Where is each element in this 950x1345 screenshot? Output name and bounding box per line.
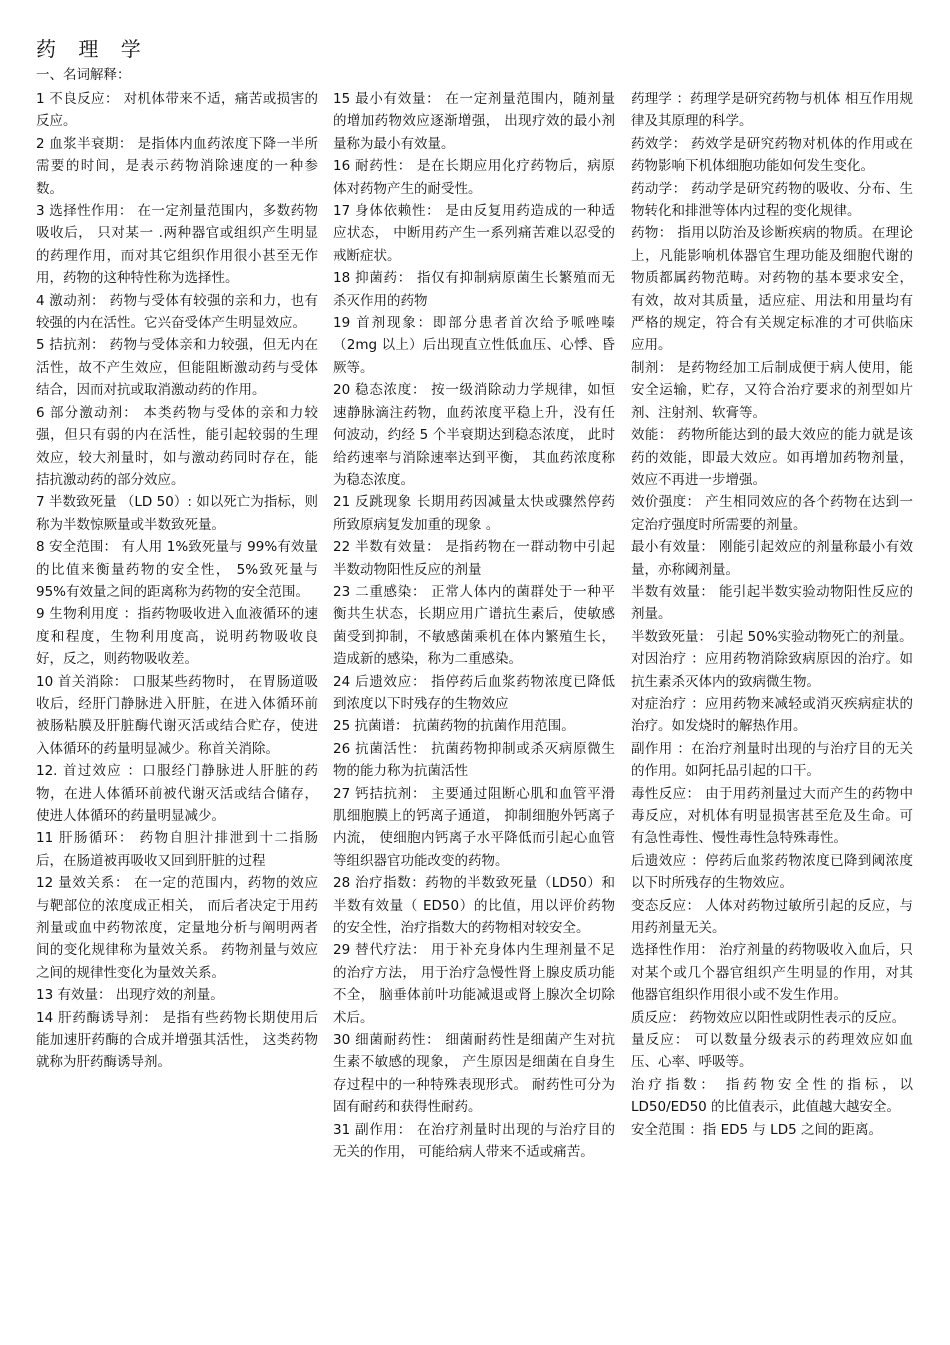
term-entry: 药理学 ：药理学是研究药物与机体 相互作用规律及其原理的科学。 [631,91,913,130]
term-entry: 对症治疗 ：应用药物来减轻或消灭疾病症状的治疗。如发烧时的解热作用。 [631,695,913,735]
term-entry: 变态反应： 人体对药物过敏所引起的反应，与用药剂量无关。 [631,897,913,937]
term-entry: 30 细菌耐药性： 细菌耐药性是细菌产生对抗生素不敏感的现象， 产生原因是细菌在自身生存过程中的一种特殊表现形式。 耐药性可分为固有耐药和获得性耐药。 [333,1032,615,1116]
term-entry: 量反应： 可以数量分级表示的药理效应如血压、心率、呼吸等。 [631,1032,913,1071]
column-right [631,88,913,1141]
term-entry: 25 抗菌谱： 抗菌药物的抗菌作用范围。 [333,718,575,735]
term-entry: 药效学： 药效学是研究药物对机体的作用或在药物影响下机体细胞功能如何发生变化。 [631,135,913,175]
term-entry: 31 副作用： 在治疗剂量时出现的与治疗目的无关的作用， 可能给病人带来不适或痛苦。 [333,1121,615,1161]
term-entry: 15 最小有效量： 在一定剂量范围内，随剂量的增加药物效应逐渐增强， 出现疗效的最小剂量称为最小有效量。 [333,91,615,152]
term-entry: 21 反跳现象 长期用药因减量太快或骤然停药所致原病复发加重的现象 。 [333,494,615,533]
term-entry: 11 肝肠循环： 药物自胆汁排泄到十二指肠后，在肠道被再吸收又回到肝脏的过程 [36,830,318,869]
term-entry: 10 首关消除： 口服某些药物时， 在胃肠道吸收后，经肝门静脉进入肝脏，在进入体循环前被肠粘膜及肝脏酶代谢灭活或结合贮存，使进入体循环的药量明显减少。称首关消除。 [36,673,318,757]
term-entry: 7 半数致死量 （LD 50）: 如以死亡为指标，则称为半数惊厥量或半数致死量。 [36,494,318,533]
term-entry: 28 治疗指数：药物的半数致死量（LD50）和半数有效量（ ED50）的比值，用以评价药物的安全性，治疗指数大的药物相对较安全。 [333,875,615,937]
term-entry: 1 不良反应： 对机体带来不适，痛苦或损害的反应。 [36,91,318,130]
term-entry: 半数致死量： 引起 50%实验动物死亡的剂量。 [631,628,913,645]
column-left [36,88,318,1074]
term-entry: 5 拮抗剂： 药物与受体亲和力较强，但无内在活性，故不产生效应，但能阻断激动药与受体结合，因而对抗或取消激动药的作用。 [36,337,318,399]
term-entry: 14 肝药酶诱导剂： 是指有些药物长期使用后能加速肝药酶的合成并增强其活性， 这类药物就称为肝药酶诱导剂。 [36,1009,318,1071]
term-entry: 副作用 ：在治疗剂量时出现的与治疗目的无关的作用。如阿托品引起的口干。 [631,740,913,780]
term-entry: 26 抗菌活性： 抗菌药物抑制或杀灭病原微生物的能力称为抗菌活性 [333,740,615,780]
term-entry: 药物： 指用以防治及诊断疾病的物质。在理论上，凡能影响机体器官生理功能及细胞代谢的物质都属药物范畴。对药物的基本要求安全， 有效，故对其质量，适应症、用法和用量均有严格的规定，符合有关规定标准的才可供临床应用。 [631,225,913,354]
section-heading: 一、名词解释： [36,67,131,83]
term-entry: 最小有效量： 刚能引起效应的剂量称最小有效量，亦称阈剂量。 [631,539,913,578]
term-entry: 制剂： 是药物经加工后制成便于病人使用，能安全运输，贮存，又符合治疗要求的剂型如片剂、注射剂、软膏等。 [631,359,913,421]
term-entry: 8 安全范围： 有人用 1%致死量与 99%有效量的比值来衡量药物的安全性， 5%致死量与 95%有效量之间的距离称为药物的安全范围。 [36,539,318,600]
term-entry: 药动学： 药动学是研究药物的吸收、分布、生物转化和排泄等体内过程的变化规律。 [631,180,913,220]
term-entry: 19 首剂现象：即部分患者首次给予哌唑嗪（2mg 以上）后出现直立性低血压、心悸、昏厥等。 [333,315,615,376]
column-middle [333,88,615,1164]
term-entry: 12 量效关系： 在一定的范围内，药物的效应与靶部位的浓度成正相关， 而后者决定于用药剂量或血中药物浓度，定量地分析与阐明两者间的变化规律称为量效关系。 药物剂量与效应之间的规律性变化为量效关系。 [36,875,318,981]
term-entry: 治疗指数： 指药物安全性的指标，以LD50/ED50 的比值表示，此值越大越安全。 [631,1076,913,1116]
term-entry: 安全范围 ：指 ED5 与 LD5 之间的距离。 [631,1121,882,1138]
term-entry: 半数有效量： 能引起半数实验动物阳性反应的剂量。 [631,583,913,623]
term-entry: 后遗效应 ：停药后血浆药物浓度已降到阈浓度以下时所残存的生物效应。 [631,852,913,892]
term-entry: 24 后遗效应： 指停药后血浆药物浓度已降低到浓度以下时残存的生物效应 [333,673,615,712]
term-entry: 2 血浆半衰期： 是指体内血药浓度下降一半所需要的时间，是表示药物消除速度的一种参数。 [36,135,318,197]
term-entry: 22 半数有效量： 是指药物在一群动物中引起半数动物阳性反应的剂量 [333,539,615,578]
term-entry: 6 部分激动剂： 本类药物与受体的亲和力较强，但只有弱的内在活性，能引起较弱的生理效应，较大剂量时，如与激动药同时存在，能拮抗激动药的部分效应。 [36,404,318,488]
term-entry: 16 耐药性： 是在长期应用化疗药物后，病原体对药物产生的耐受性。 [333,158,615,197]
term-entry: 对因治疗 ：应用药物消除致病原因的治疗。如抗生素杀灭体内的致病微生物。 [631,651,913,690]
term-entry: 效能： 药物所能达到的最大效应的能力就是该药的效能，即最大效应。如再增加药物剂量，效应不再进一步增强。 [631,427,913,488]
term-entry: 13 有效量： 出现疗效的剂量。 [36,987,224,1004]
term-entry: 质反应： 药物效应以阳性或阴性表示的反应。 [631,1009,906,1026]
term-entry: 9 生物利用度 ：指药物吸收进入血液循环的速度和程度，生物利用度高，说明药物吸收良好，反之，则药物吸收差。 [36,606,318,668]
term-entry: 18 抑菌药： 指仅有抑制病原菌生长繁殖而无杀灭作用的药物 [333,270,615,309]
term-entry: 27 钙拮抗剂： 主要通过阻断心肌和血管平滑肌细胞膜上的钙离子通道， 抑制细胞外钙离子内流， 使细胞内钙离子水平降低而引起心血管等组织器官功能改变的药物。 [333,785,615,869]
term-entry: 20 稳态浓度： 按一级消除动力学规律，如恒速静脉滴注药物，血药浓度平稳上升，没有任何波动，约经 5 个半衰期达到稳态浓度， 此时给药速率与消除速率达到平衡， 其血药浓度称为稳态浓度。 [333,382,615,488]
term-entry: 23 二重感染： 正常人体内的菌群处于一种平衡共生状态，长期应用广谱抗生素后，使敏感菌受到抑制，不敏感菌乘机在体内繁殖生长，造成新的感染，称为二重感染。 [333,583,615,668]
page-title: 药 理 学 [36,37,149,61]
term-entry: 29 替代疗法： 用于补充身体内生理剂量不足的治疗方法， 用于治疗急慢性肾上腺皮质功能不全， 脑垂体前叶功能减退或肾上腺次全切除术后。 [333,942,615,1026]
term-entry: 选择性作用： 治疗剂量的药物吸收入血后，只对某个或几个器官组织产生明显的作用，对其他器官组织作用很小或不发生作用。 [631,942,913,1004]
term-entry: 3 选择性作用： 在一定剂量范围内，多数药物吸收后， 只对某一 .两种器官或组织产生明显的药理作用，而对其它组织作用很小甚至无作用，药物的这种特性称为选择性。 [36,203,318,287]
term-entry: 17 身体依赖性： 是由反复用药造成的一种适应状态， 中断用药产生一系列痛苦难以忍受的戒断症状。 [333,203,615,264]
term-entry: 4 激动剂： 药物与受体有较强的亲和力，也有较强的内在活性。它兴奋受体产生明显效应。 [36,292,318,332]
term-entry: 12. 首过效应 ：口服经门静脉进人肝脏的药物，在进人体循环前被代谢灭活或结合储存，使进人体循环的药量明显减少。 [36,763,318,824]
term-entry: 效价强度： 产生相同效应的各个药物在达到一定治疗强度时所需要的剂量。 [631,494,913,533]
term-entry: 毒性反应： 由于用药剂量过大而产生的药物中毒反应，对机体有明显损害甚至危及生命。可有急性毒性、慢性毒性急特殊毒性。 [631,785,913,847]
